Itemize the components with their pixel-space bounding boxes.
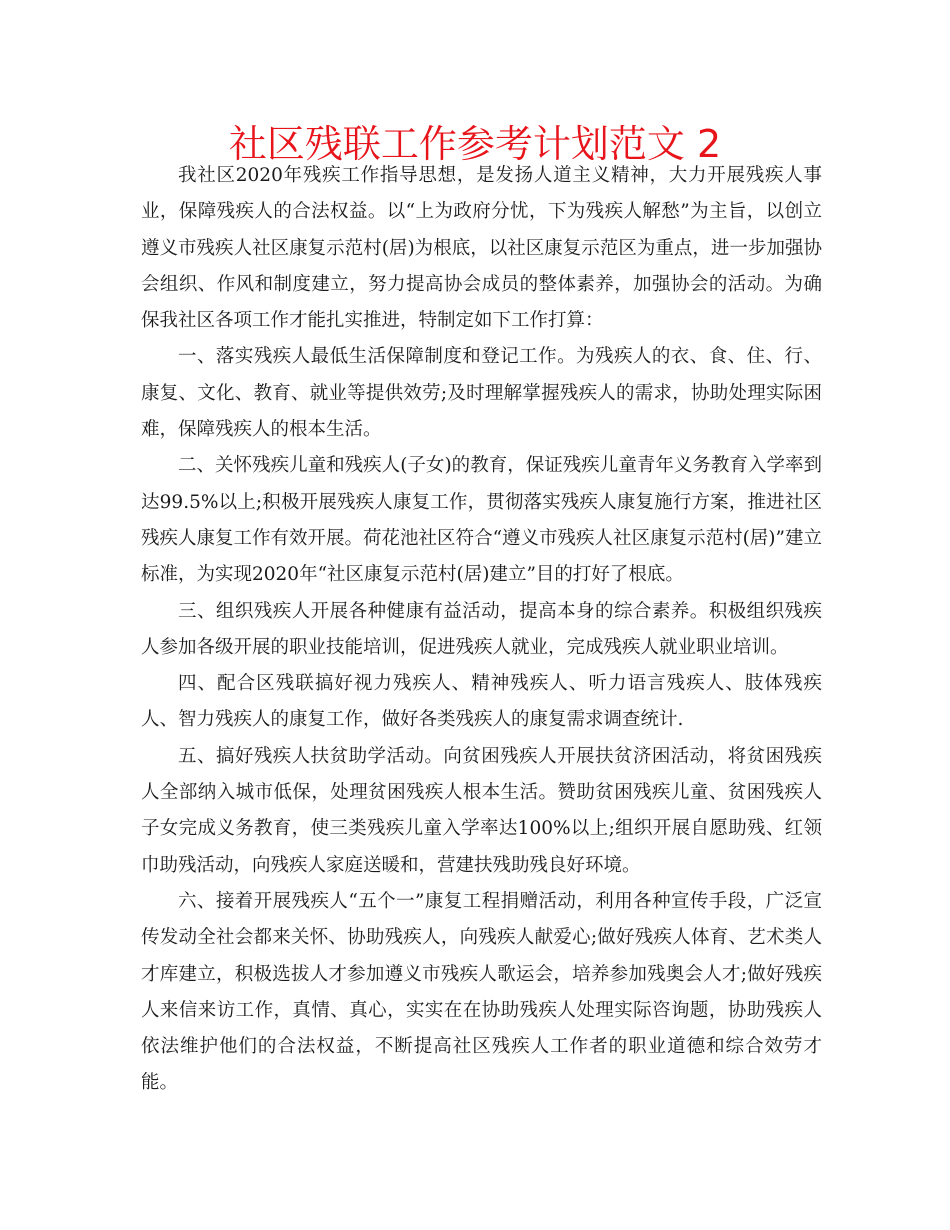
document-body: [141, 158, 822, 1102]
paragraph-item-1: 一、落实残疾人最低生活保障制度和登记工作。为残疾人的衣、食、住、行、康复、文化、教育、就业等提供效劳;及时理解掌握残疾人的需求，协助处理实际困难，保障残疾人的根本生活。: [141, 346, 822, 441]
paragraph-item-3: 三、组织残疾人开展各种健康有益活动，提高本身的综合素养。积极组织残疾人参加各级开展的职业技能培训，促进残疾人就业，完成残疾人就业职业培训。: [141, 600, 822, 658]
paragraph-item-2: 二、关怀残疾儿童和残疾人(子女)的教育，保证残疾儿童青年义务教育入学率到达99.5%以上;积极开展残疾人康复工作，贯彻落实残疾人康复施行方案，推进社区残疾人康复工作有效开展。荷花池社区符合“遵义市残疾人社区康复示范村(居)”建立标准，为实现2020年“社区康复示范村(居)建立”目的打好了根底。: [141, 455, 822, 586]
paragraph-item-4: 四、配合区残联搞好视力残疾人、精神残疾人、听力语言残疾人、肢体残疾人、智力残疾人的康复工作，做好各类残疾人的康复需求调查统计.: [141, 673, 822, 731]
paragraph-intro: 我社区2020年残疾工作指导思想，是发扬人道主义精神，大力开展残疾人事业，保障残疾人的合法权益。以“上为政府分忧，下为残疾人解愁”为主旨，以创立遵义市残疾人社区康复示范村(居)为根底，以社区康复示范区为重点，进一步加强协会组织、作风和制度建立，努力提高协会成员的整体素养，加强协会的活动。为确保我社区各项工作才能扎实推进，特制定如下工作打算：: [141, 165, 822, 332]
paragraph-item-5: 五、搞好残疾人扶贫助学活动。向贫困残疾人开展扶贫济困活动，将贫困残疾人全部纳入城市低保，处理贫困残疾人根本生活。赞助贫困残疾儿童、贫困残疾人子女完成义务教育，使三类残疾儿童入学率达100%以上;组织开展自愿助残、红领巾助残活动，向残疾人家庭送暖和，营建扶残助残良好环境。: [141, 745, 822, 876]
paragraph-item-6: 六、接着开展残疾人“五个一”康复工程捐赠活动，利用各种宣传手段，广泛宣传发动全社会都来关怀、协助残疾人，向残疾人献爱心;做好残疾人体育、艺术类人才库建立，积极选拔人才参加遵义市残疾人歌运会，培养参加残奥会人才;做好残疾人来信来访工作，真情、真心，实实在在协助残疾人处理实际咨询题，协助残疾人依法维护他们的合法权益，不断提高社区残疾人工作者的职业道德和综合效劳才能。: [141, 890, 822, 1094]
document-title: 社区残联工作参考计划范文 2: [228, 122, 722, 166]
